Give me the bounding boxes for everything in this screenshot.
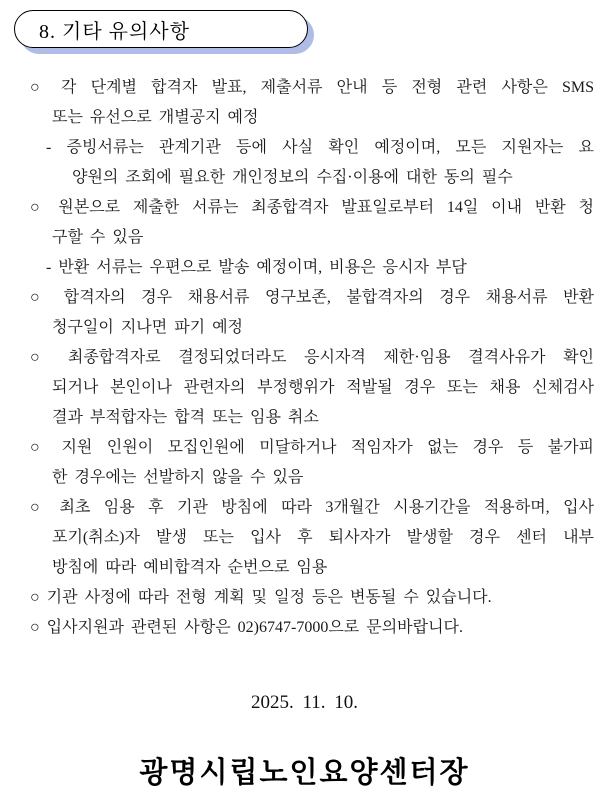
notes-list <box>30 73 594 643</box>
note-line: 방침에 따라 예비합격자 순번으로 임용 <box>52 559 328 576</box>
note-item <box>30 193 594 253</box>
note-item <box>30 613 594 643</box>
note-item <box>30 493 594 583</box>
note-subitem <box>30 253 594 283</box>
signature: 광명시립노인요양센터장 <box>139 757 470 789</box>
note-subitem <box>30 133 594 193</box>
note-line: 되거나 본인이나 관련자의 부정행위가 적발될 경우 또는 채용 신체검사 <box>52 379 594 396</box>
note-item <box>30 283 594 343</box>
note-line: - 증빙서류는 관계기관 등에 사실 확인 예정이며, 모든 지원자는 요 <box>46 139 594 156</box>
note-line: - 반환 서류는 우편으로 발송 예정이며, 비용은 응시자 부담 <box>46 259 467 276</box>
note-line: 결과 부적합자는 합격 또는 임용 취소 <box>52 409 319 426</box>
note-line: ○ 각 단계별 합격자 발표, 제출서류 안내 등 전형 관련 사항은 SMS <box>30 79 594 96</box>
note-item <box>30 433 594 493</box>
note-line: ○ 최종합격자로 결정되었더라도 응시자격 제한·임용 결격사유가 확인 <box>30 349 594 366</box>
section-heading-box <box>14 10 308 48</box>
note-item <box>30 73 594 133</box>
section-heading: 8. 기타 유의사항 <box>39 20 190 43</box>
note-item <box>30 583 594 613</box>
note-line: ○ 원본으로 제출한 서류는 최종합격자 발표일로부터 14일 이내 반환 청 <box>30 199 594 216</box>
note-line: 또는 유선으로 개별공지 예정 <box>52 109 259 126</box>
note-line: 구할 수 있음 <box>52 229 144 246</box>
note-line: ○ 합격자의 경우 채용서류 영구보존, 불합격자의 경우 채용서류 반환 <box>30 289 594 306</box>
note-line: 청구일이 지나면 파기 예정 <box>52 319 244 336</box>
note-line: 포기(취소)자 발생 또는 입사 후 퇴사자가 발생할 경우 센터 내부 <box>52 529 594 546</box>
note-item <box>30 343 594 433</box>
note-line: 한 경우에는 선발하지 않을 수 있음 <box>52 469 304 486</box>
note-line: 양원의 조회에 필요한 개인정보의 수집·이용에 대한 동의 필수 <box>72 169 513 186</box>
note-line: ○ 기관 사정에 따라 전형 계획 및 일정 등은 변동될 수 있습니다. <box>30 589 492 606</box>
note-line: ○ 최초 임용 후 기관 방침에 따라 3개월간 시용기간을 적용하며, 입사 <box>30 499 594 516</box>
note-line: ○ 지원 인원이 모집인원에 미달하거나 적임자가 없는 경우 등 불가피 <box>30 439 594 456</box>
issue-date: 2025. 11. 10. <box>250 692 359 713</box>
note-line: ○ 입사지원과 관련된 사항은 02)6747-7000으로 문의바랍니다. <box>30 619 463 636</box>
